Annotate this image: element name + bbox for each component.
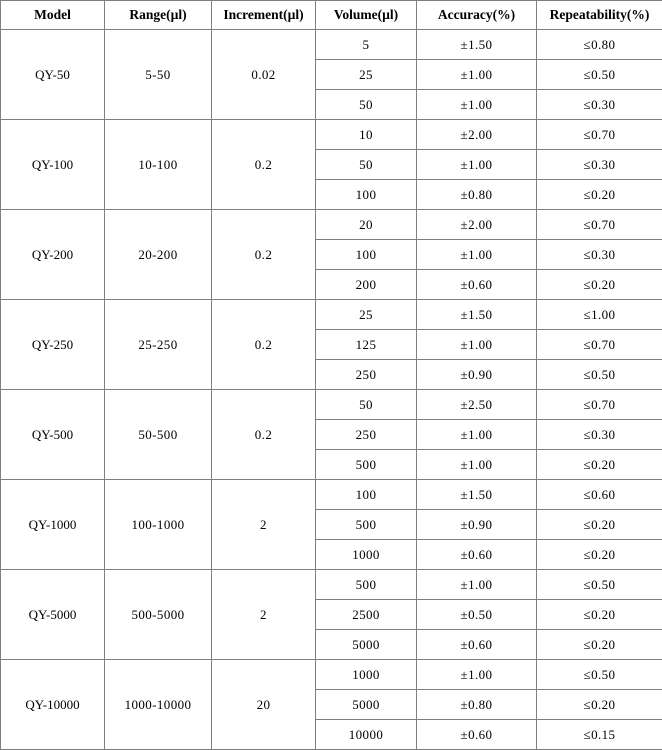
cell-repeatability: ≤0.50 xyxy=(537,570,662,600)
cell-repeatability: ≤0.50 xyxy=(537,60,662,90)
cell-repeatability: ≤0.20 xyxy=(537,600,662,630)
table-header-row xyxy=(1,1,662,30)
cell-increment: 2 xyxy=(212,480,316,570)
cell-model: QY-250 xyxy=(1,300,105,390)
cell-repeatability: ≤0.20 xyxy=(537,180,662,210)
cell-repeatability: ≤0.30 xyxy=(537,240,662,270)
cell-volume: 50 xyxy=(316,390,417,420)
cell-volume: 50 xyxy=(316,90,417,120)
cell-increment: 0.02 xyxy=(212,30,316,120)
cell-model: QY-500 xyxy=(1,390,105,480)
cell-accuracy: ±1.00 xyxy=(417,330,537,360)
cell-accuracy: ±1.00 xyxy=(417,240,537,270)
cell-volume: 100 xyxy=(316,480,417,510)
cell-increment: 0.2 xyxy=(212,390,316,480)
column-header-range: Range(µl) xyxy=(105,1,212,30)
cell-repeatability: ≤0.70 xyxy=(537,210,662,240)
column-header-increment: Increment(µl) xyxy=(212,1,316,30)
cell-range: 500-5000 xyxy=(105,570,212,660)
table-row xyxy=(1,570,662,600)
cell-volume: 10000 xyxy=(316,720,417,750)
cell-accuracy: ±2.50 xyxy=(417,390,537,420)
cell-volume: 100 xyxy=(316,180,417,210)
cell-repeatability: ≤0.80 xyxy=(537,30,662,60)
cell-volume: 5 xyxy=(316,30,417,60)
cell-volume: 1000 xyxy=(316,660,417,690)
cell-increment: 0.2 xyxy=(212,300,316,390)
cell-accuracy: ±1.50 xyxy=(417,480,537,510)
cell-range: 20-200 xyxy=(105,210,212,300)
cell-volume: 1000 xyxy=(316,540,417,570)
cell-accuracy: ±0.90 xyxy=(417,360,537,390)
column-header-repeatability: Repeatability(%) xyxy=(537,1,662,30)
cell-model: QY-5000 xyxy=(1,570,105,660)
cell-increment: 0.2 xyxy=(212,120,316,210)
cell-repeatability: ≤0.20 xyxy=(537,540,662,570)
table-header xyxy=(1,1,662,30)
cell-accuracy: ±1.50 xyxy=(417,30,537,60)
cell-accuracy: ±0.60 xyxy=(417,270,537,300)
cell-accuracy: ±1.00 xyxy=(417,150,537,180)
cell-accuracy: ±1.00 xyxy=(417,420,537,450)
cell-volume: 25 xyxy=(316,60,417,90)
cell-volume: 5000 xyxy=(316,690,417,720)
cell-increment: 2 xyxy=(212,570,316,660)
cell-accuracy: ±1.00 xyxy=(417,60,537,90)
cell-repeatability: ≤0.20 xyxy=(537,510,662,540)
cell-accuracy: ±0.60 xyxy=(417,540,537,570)
cell-repeatability: ≤0.50 xyxy=(537,360,662,390)
cell-volume: 500 xyxy=(316,510,417,540)
cell-volume: 50 xyxy=(316,150,417,180)
table-row xyxy=(1,390,662,420)
cell-model: QY-200 xyxy=(1,210,105,300)
cell-accuracy: ±1.50 xyxy=(417,300,537,330)
cell-volume: 500 xyxy=(316,450,417,480)
cell-repeatability: ≤0.20 xyxy=(537,630,662,660)
cell-volume: 250 xyxy=(316,360,417,390)
cell-accuracy: ±1.00 xyxy=(417,570,537,600)
table-row xyxy=(1,660,662,690)
cell-volume: 500 xyxy=(316,570,417,600)
cell-repeatability: ≤0.20 xyxy=(537,690,662,720)
cell-model: QY-1000 xyxy=(1,480,105,570)
table-row xyxy=(1,210,662,240)
cell-increment: 20 xyxy=(212,660,316,750)
cell-repeatability: ≤0.50 xyxy=(537,660,662,690)
column-header-model: Model xyxy=(1,1,105,30)
table-body xyxy=(1,30,662,750)
cell-accuracy: ±2.00 xyxy=(417,210,537,240)
cell-repeatability: ≤1.00 xyxy=(537,300,662,330)
table-row xyxy=(1,30,662,60)
cell-accuracy: ±0.60 xyxy=(417,720,537,750)
cell-accuracy: ±0.80 xyxy=(417,690,537,720)
cell-accuracy: ±0.60 xyxy=(417,630,537,660)
cell-accuracy: ±1.00 xyxy=(417,90,537,120)
cell-volume: 5000 xyxy=(316,630,417,660)
cell-volume: 20 xyxy=(316,210,417,240)
cell-model: QY-50 xyxy=(1,30,105,120)
cell-repeatability: ≤0.30 xyxy=(537,150,662,180)
cell-model: QY-100 xyxy=(1,120,105,210)
cell-repeatability: ≤0.20 xyxy=(537,450,662,480)
cell-repeatability: ≤0.30 xyxy=(537,420,662,450)
column-header-accuracy: Accuracy(%) xyxy=(417,1,537,30)
table-row xyxy=(1,120,662,150)
cell-volume: 250 xyxy=(316,420,417,450)
cell-volume: 25 xyxy=(316,300,417,330)
cell-repeatability: ≤0.30 xyxy=(537,90,662,120)
cell-volume: 100 xyxy=(316,240,417,270)
cell-volume: 200 xyxy=(316,270,417,300)
cell-range: 50-500 xyxy=(105,390,212,480)
cell-accuracy: ±0.80 xyxy=(417,180,537,210)
cell-increment: 0.2 xyxy=(212,210,316,300)
table-row xyxy=(1,300,662,330)
cell-model: QY-10000 xyxy=(1,660,105,750)
cell-range: 25-250 xyxy=(105,300,212,390)
cell-accuracy: ±1.00 xyxy=(417,450,537,480)
cell-range: 100-1000 xyxy=(105,480,212,570)
cell-range: 1000-10000 xyxy=(105,660,212,750)
cell-volume: 125 xyxy=(316,330,417,360)
cell-accuracy: ±2.00 xyxy=(417,120,537,150)
cell-repeatability: ≤0.70 xyxy=(537,120,662,150)
cell-repeatability: ≤0.70 xyxy=(537,390,662,420)
cell-repeatability: ≤0.60 xyxy=(537,480,662,510)
cell-accuracy: ±0.90 xyxy=(417,510,537,540)
cell-repeatability: ≤0.70 xyxy=(537,330,662,360)
cell-accuracy: ±0.50 xyxy=(417,600,537,630)
cell-repeatability: ≤0.15 xyxy=(537,720,662,750)
table-row xyxy=(1,480,662,510)
cell-range: 10-100 xyxy=(105,120,212,210)
cell-volume: 10 xyxy=(316,120,417,150)
cell-accuracy: ±1.00 xyxy=(417,660,537,690)
column-header-volume: Volume(µl) xyxy=(316,1,417,30)
cell-range: 5-50 xyxy=(105,30,212,120)
cell-volume: 2500 xyxy=(316,600,417,630)
cell-repeatability: ≤0.20 xyxy=(537,270,662,300)
